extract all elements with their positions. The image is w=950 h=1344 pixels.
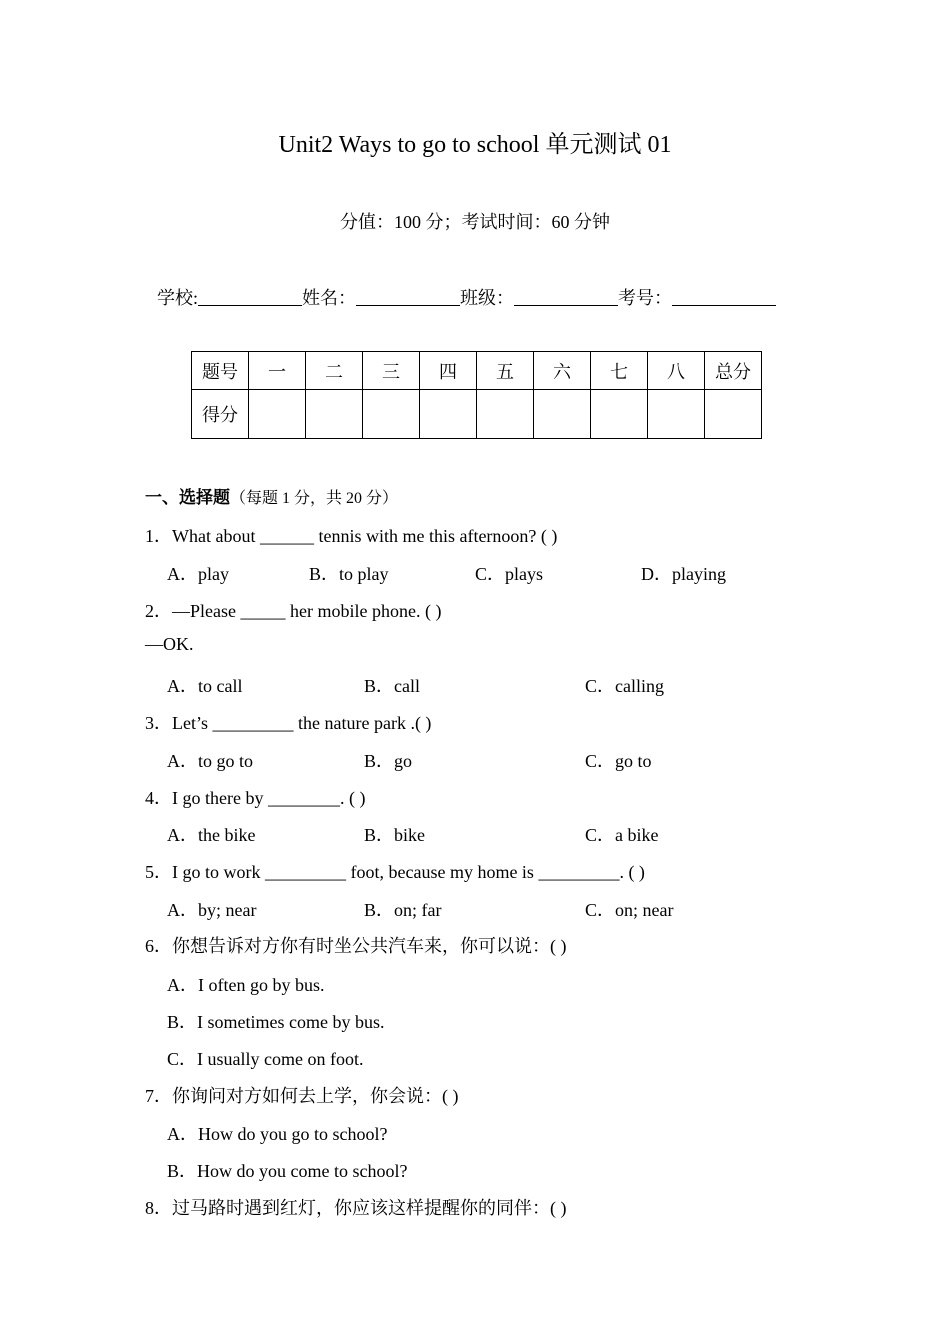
page-title: Unit2 Ways to go to school 单元测试 01 [278, 132, 672, 158]
name-blank[interactable] [356, 287, 460, 306]
header-cell: 七 [591, 352, 648, 390]
question-5-stem: 5．I go to work _________ foot, because my home is _________. ( ) [145, 862, 645, 882]
header-cell: 总分 [705, 352, 762, 390]
q1-option-a[interactable]: A．play [167, 564, 229, 584]
exam-subtitle: 分值：100 分；考试时间：60 分钟 [340, 212, 610, 232]
question-2-stem: 2．—Please _____ her mobile phone. ( ) [145, 601, 442, 621]
q2-option-a[interactable]: A．to call [167, 676, 243, 696]
score-cell[interactable] [648, 390, 705, 439]
q5-option-a[interactable]: A．by; near [167, 900, 257, 920]
score-cell[interactable] [534, 390, 591, 439]
q7-option-b[interactable]: B．How do you come to school? [167, 1161, 408, 1181]
student-info-line [157, 284, 776, 310]
q6-option-c[interactable]: C．I usually come on foot. [167, 1049, 364, 1069]
q1-option-d[interactable]: D．playing [641, 564, 726, 584]
q3-option-c[interactable]: C．go to [585, 751, 652, 771]
question-6-stem: 6．你想告诉对方你有时坐公共汽车来，你可以说：( ) [145, 936, 567, 956]
header-cell: 四 [420, 352, 477, 390]
score-cell[interactable] [363, 390, 420, 439]
header-cell: 三 [363, 352, 420, 390]
header-cell: 题号 [192, 352, 249, 390]
q2-option-b[interactable]: B．call [364, 676, 420, 696]
class-blank[interactable] [514, 287, 618, 306]
score-cell[interactable] [591, 390, 648, 439]
q4-option-c[interactable]: C．a bike [585, 825, 659, 845]
q3-option-a[interactable]: A．to go to [167, 751, 254, 771]
score-table-score-row [192, 390, 762, 439]
q1-option-b[interactable]: B．to play [309, 564, 389, 584]
q2-option-c[interactable]: C．calling [585, 676, 664, 696]
school-label: 学校: [157, 288, 199, 308]
q4-option-b[interactable]: B．bike [364, 825, 425, 845]
section-note: （每题 1 分，共 20 分） [230, 490, 399, 507]
section-title: 一、选择题 [145, 488, 230, 507]
question-1-stem: 1．What about ______ tennis with me this afternoon? ( ) [145, 526, 558, 546]
score-cell[interactable] [306, 390, 363, 439]
score-cell[interactable] [420, 390, 477, 439]
header-cell: 六 [534, 352, 591, 390]
q1-option-c[interactable]: C．plays [475, 564, 544, 584]
header-cell: 一 [249, 352, 306, 390]
question-7-stem: 7．你询问对方如何去上学，你会说：( ) [145, 1086, 459, 1106]
q6-option-b[interactable]: B．I sometimes come by bus. [167, 1012, 385, 1032]
score-table-header-row [192, 352, 762, 390]
score-cell[interactable] [477, 390, 534, 439]
q5-option-c[interactable]: C．on; near [585, 900, 674, 920]
school-blank[interactable] [198, 287, 302, 306]
header-cell: 五 [477, 352, 534, 390]
score-table [191, 351, 762, 439]
exam-no-blank[interactable] [672, 287, 776, 306]
score-cell[interactable] [249, 390, 306, 439]
q7-option-a[interactable]: A．How do you go to school? [167, 1124, 388, 1144]
score-cell[interactable] [705, 390, 762, 439]
question-2-response: —OK. [145, 634, 194, 654]
header-cell: 二 [306, 352, 363, 390]
name-label: 姓名： [302, 288, 357, 308]
header-cell: 八 [648, 352, 705, 390]
section-heading [145, 483, 398, 508]
exam-no-label: 考号： [618, 288, 673, 308]
q5-option-b[interactable]: B．on; far [364, 900, 442, 920]
class-label: 班级： [460, 288, 515, 308]
q4-option-a[interactable]: A．the bike [167, 825, 256, 845]
score-row-label: 得分 [192, 390, 249, 439]
question-8-stem: 8．过马路时遇到红灯，你应该这样提醒你的同伴：( ) [145, 1198, 567, 1218]
question-4-stem: 4．I go there by ________. ( ) [145, 788, 366, 808]
question-3-stem: 3．Let’s _________ the nature park .( ) [145, 713, 432, 733]
q6-option-a[interactable]: A．I often go by bus. [167, 975, 325, 995]
q3-option-b[interactable]: B．go [364, 751, 413, 771]
